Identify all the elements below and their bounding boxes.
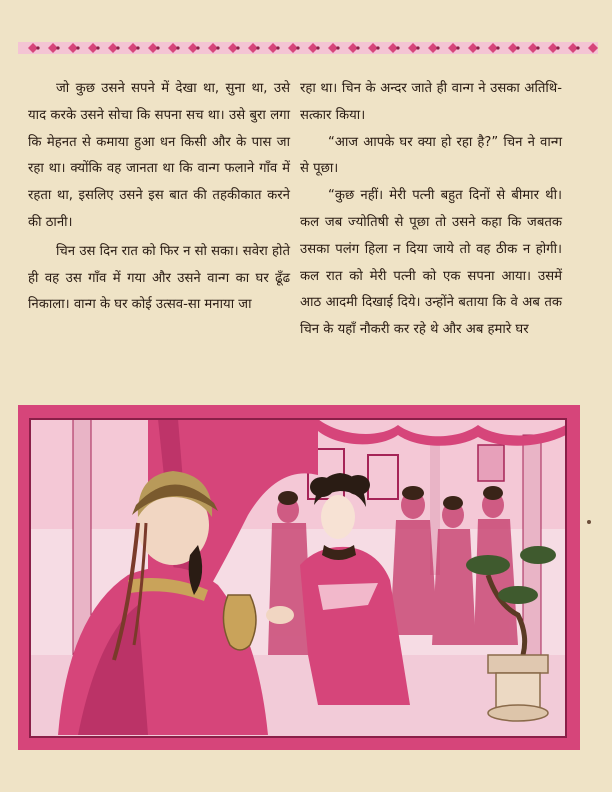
text-column-left [28, 76, 290, 319]
page-mark [587, 520, 591, 524]
paragraph: चिन उस दिन रात को फिर न सो सका। सवेरा होते ही वह उस गाँव में गया और उसने वान्ग का घर ढूँढ निकाला। वान्ग के घर कोई उत्सव-सा मनाया जा [28, 243, 290, 313]
paragraph: जो कुछ उसने सपने में देखा था, सुना था, उसे याद करके उसने सोचा कि सपना सच था। उसे बुरा लगा कि मेहनत से कमाया हुआ धन किसी और के पास जा रहा था। क्योंकि वह जानता था कि वान्ग फलाने गाँव में रहता था, इसलिए उसने इस बात की तहकीकात करने की ठानी। [28, 81, 290, 230]
paragraph: “कुछ नहीं। मेरी पत्नी बहुत दिनों से बीमार थी। कल जब ज्योतिषी से पूछा तो उसने कहा कि जबतक उसका पलंग हिला न दिया जाये तो वह ठीक न होगी। कल रात को मेरी पत्नी को एक सपना आया। उसमें आठ आदमी दिखाई दिये। उन्होंने बताया कि वे अब तक चिन के यहाँ नौकरी कर रहे थे और अब हमारे घर [300, 188, 562, 338]
story-illustration [18, 405, 580, 750]
paragraph: “आज आपके घर क्या हो रहा है?” चिन ने वान्ग से पूछा। [300, 134, 562, 177]
paragraph: रहा था। चिन के अन्दर जाते ही वान्ग ने उसका अतिथि-सत्कार किया। [300, 81, 562, 123]
decorative-border [18, 40, 598, 56]
text-column-right [300, 76, 562, 344]
